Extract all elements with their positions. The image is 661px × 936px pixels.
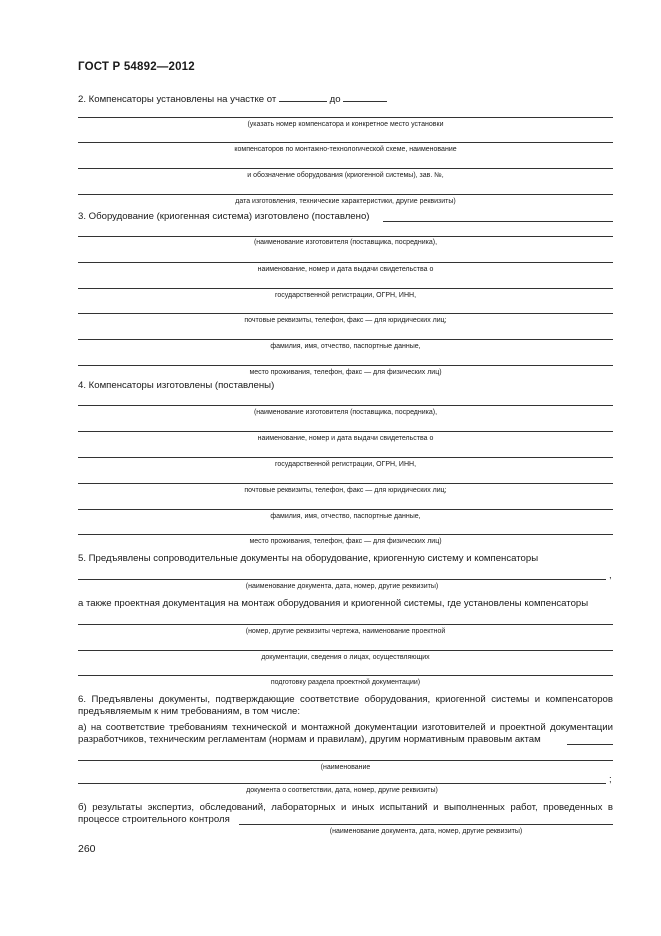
caption: государственной регистрации, ОГРН, ИНН, — [274, 292, 417, 299]
fill-line — [78, 117, 613, 118]
fill-line — [78, 262, 613, 263]
caption: (номер, другие реквизиты чертежа, наименование проектной — [245, 628, 446, 635]
fill-line — [383, 221, 613, 222]
fill-line — [239, 824, 613, 825]
caption: (наименование документа, дата, номер, другие реквизиты) — [245, 583, 439, 590]
caption: (наименование документа, дата, номер, другие реквизиты) — [329, 828, 523, 835]
caption: документа о соответствии, дата, номер, другие реквизиты) — [246, 787, 438, 794]
section-6b-line2: процессе строительного контроля — [78, 814, 230, 825]
fill-line — [78, 168, 613, 169]
fill-line — [78, 288, 613, 289]
comma: , — [609, 570, 612, 581]
fill-line — [78, 339, 613, 340]
caption: почтовые реквизиты, телефон, факс — для юридических лиц; — [244, 317, 447, 324]
caption: компенсаторов по монтажно-технологической схеме, наименование — [234, 146, 457, 153]
caption: (наименование изготовителя (поставщика, посредника), — [253, 409, 438, 416]
section-6a-line2: разработчиков, техническим регламентам (нормам и правилам), другим нормативным правовым актам — [78, 734, 541, 745]
caption: фамилия, имя, отчество, паспортные данные, — [270, 343, 421, 350]
page-number: 260 — [78, 843, 96, 855]
caption: (указать номер компенсатора и конкретное место установки — [247, 121, 444, 128]
fill-line — [78, 509, 613, 510]
fill-line — [78, 783, 606, 784]
section-2-text-a: 2. Компенсаторы установлены на участке от — [78, 94, 277, 105]
section-5-text2: а также проектная документация на монтаж оборудования и криогенной системы, где установлены компенсаторы — [78, 598, 589, 609]
caption: документации, сведения о лицах, осуществляющих — [261, 654, 430, 661]
document-header: ГОСТ Р 54892—2012 — [78, 61, 195, 73]
fill-line — [78, 194, 613, 195]
fill-line — [78, 236, 613, 237]
fill-line — [78, 457, 613, 458]
caption: фамилия, имя, отчество, паспортные данные, — [270, 513, 421, 520]
fill-line — [78, 483, 613, 484]
caption: подготовку раздела проектной документации) — [270, 679, 421, 686]
fill-line — [78, 431, 613, 432]
from-field-line — [279, 92, 327, 102]
fill-line — [78, 365, 613, 366]
fill-line — [78, 405, 613, 406]
fill-line — [78, 142, 613, 143]
caption: государственной регистрации, ОГРН, ИНН, — [274, 461, 417, 468]
semicolon: ; — [609, 774, 612, 785]
fill-line — [78, 534, 613, 535]
caption: наименование, номер и дата выдачи свидетельства о — [257, 266, 434, 273]
caption: наименование, номер и дата выдачи свидетельства о — [257, 435, 434, 442]
fill-line — [78, 579, 606, 580]
section-6a-line1: а) на соответствие требованиям технической и монтажной документации изготовителей и проектной документации — [78, 722, 613, 733]
caption: почтовые реквизиты, телефон, факс — для юридических лиц; — [244, 487, 447, 494]
to-field-line — [343, 92, 387, 102]
fill-line — [78, 624, 613, 625]
caption: и обозначение оборудования (криогенной системы), зав. №, — [247, 172, 444, 179]
section-3-text: 3. Оборудование (криогенная система) изготовлено (поставлено) — [78, 211, 370, 222]
fill-line — [567, 744, 613, 745]
fill-line — [78, 675, 613, 676]
fill-line — [78, 760, 613, 761]
caption: (наименование изготовителя (поставщика, посредника), — [253, 239, 438, 246]
section-5-text: 5. Предъявлены сопроводительные документы на оборудование, криогенную систему и компенсаторы — [78, 553, 539, 564]
section-6-line1: 6. Предъявлены документы, подтверждающие соответствие оборудования, криогенной системы и компенсаторов — [78, 694, 613, 705]
caption: (наименование — [320, 764, 371, 771]
section-4-text: 4. Компенсаторы изготовлены (поставлены) — [78, 380, 275, 391]
caption: место проживания, телефон, факс — для физических лиц) — [249, 369, 442, 376]
caption: место проживания, телефон, факс — для физических лиц) — [249, 538, 442, 545]
caption: дата изготовления, технические характеристики, другие реквизиты) — [235, 198, 456, 205]
fill-line — [78, 313, 613, 314]
section-6b-line1: б) результаты экспертиз, обследований, лабораторных и иных испытаний и выполненных работ, проведенных в — [78, 802, 613, 813]
fill-line — [78, 650, 613, 651]
section-2-text — [78, 92, 387, 106]
section-6-line2: предъявляемым к ним требованиям, в том числе: — [78, 706, 301, 717]
section-2-text-b: до — [329, 94, 341, 105]
